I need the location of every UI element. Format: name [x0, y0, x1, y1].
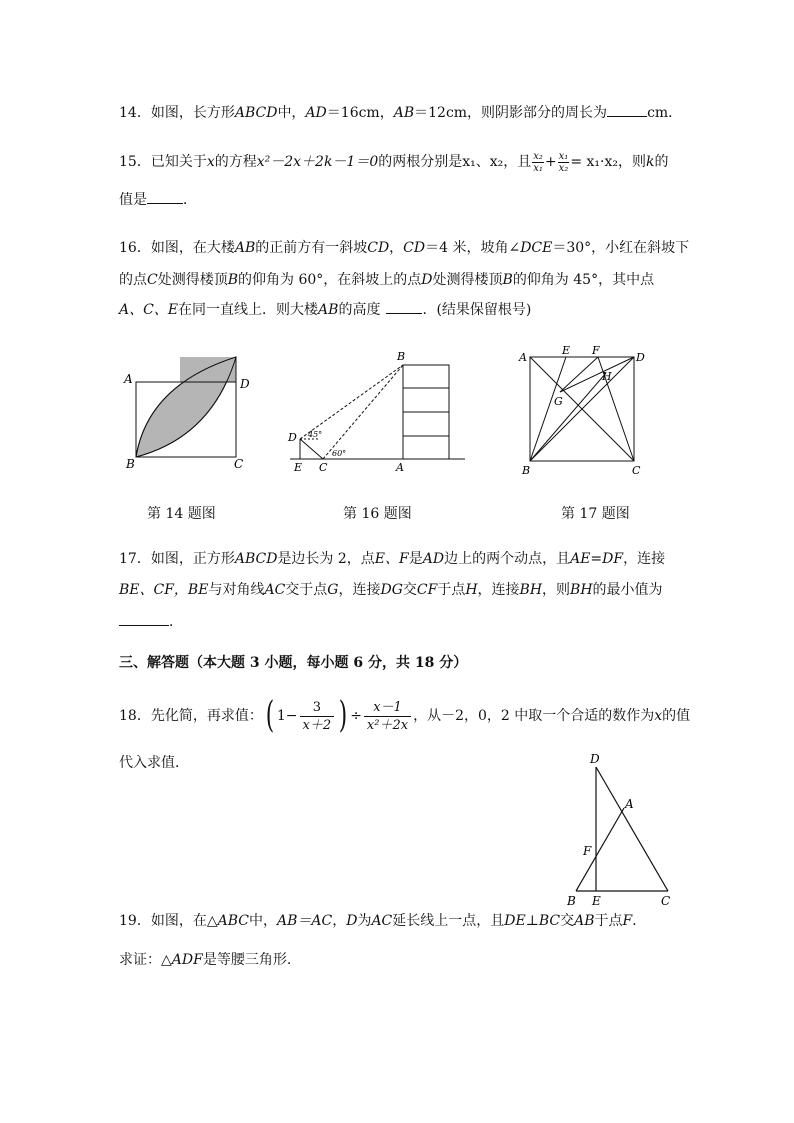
q16-text-line1: 16．如图，在大楼AB的正前方有一斜坡CD，CD＝4 米，坡角∠DCE＝30°，小红在斜坡下: [119, 240, 690, 256]
fig16-sight-d: [300, 365, 403, 439]
answer-blank-15[interactable]: [147, 203, 183, 204]
fig17-label-E: E: [562, 345, 571, 357]
q16-text-line2: 的点C处测得楼顶B的仰角为 60°，在斜坡上的点D处测得楼顶B的仰角为 45°，其中点: [119, 272, 655, 288]
figure-14: [120, 350, 250, 475]
fig16-label-A: A: [396, 461, 404, 474]
fraction-x1-over-x2: $\frac{\text{x₁}}{\text{x₂}}$: [558, 150, 569, 174]
q16-text-line3: A、C、E在同一直线上．则大楼AB的高度 ．(结果保留根号): [119, 302, 532, 318]
fig17-line-BH: [530, 373, 606, 461]
caption-fig16: 第 16 题图: [343, 506, 412, 522]
caption-fig14: 第 14 题图: [147, 506, 216, 522]
fig16-angle60: 60°: [332, 449, 347, 458]
q19-text-line2: 求证：△ADF是等腰三角形.: [119, 952, 292, 968]
fig17-label-G: G: [554, 395, 563, 408]
caption-fig17: 第 17 题图: [561, 506, 630, 522]
fig14-label-D: D: [240, 377, 250, 391]
answer-blank-14[interactable]: [607, 116, 647, 117]
fig16-angle45: 45°: [308, 430, 323, 439]
fig19-label-E: E: [592, 894, 601, 908]
fig16-label-B: B: [397, 350, 406, 363]
fig17-label-B: B: [522, 464, 531, 477]
fig19-label-F: F: [583, 844, 592, 858]
fig16-label-E: E: [294, 461, 303, 474]
figure-19: [562, 748, 682, 910]
q14-text: 14．如图，长方形ABCD中，AD＝16cm，AB＝12cm，则阴影部分的周长为 cm．: [119, 105, 683, 121]
fig19-label-B: B: [567, 894, 576, 908]
figure-16: [280, 345, 475, 475]
fig17-label-C: C: [632, 464, 641, 477]
section3-title: 三、解答题（本大题 3 小题，每小题 6 分，共 18 分）: [119, 655, 468, 671]
q17-text-line2: BE、CF，BE与对角线AC交于点G，连接DG交CF于点H，连接BH，则BH的最小值为: [119, 582, 663, 598]
fig17-label-A: A: [519, 351, 527, 364]
q18-text-line1: 18．先化简，再求值：( 1− $\frac{3}{x+2}$ ) ÷ $\frac{x-1}{\text{x²＋2x}}$ ，从－2，0，2 中取一个合适的数作为x的值: [119, 695, 691, 736]
fraction-x-minus-1-over-x2-plus-2x: $\frac{x-1}{\text{x²＋2x}}$: [364, 699, 411, 734]
q15-text-line1: 15．已知关于x的方程x²－2x＋2k－1＝0的两根分别是x₁、x₂，且 $\frac{\text{x₂}}{\text{x₁}}$ + $\frac{\text{x₁}}{\text{x₂}}$ = x₁·x₂，则k的: [119, 150, 669, 174]
fraction-3-over-x-plus-2: $\frac{3}{x+2}$: [300, 699, 335, 734]
answer-blank-17[interactable]: [119, 625, 169, 626]
q19-text-line1: 19．如图，在△ABC中，AB＝AC，D为AC延长线上一点，且DE⊥BC交AB于点F．: [119, 913, 647, 929]
right-paren: ): [338, 695, 348, 736]
fig17-line-GF: [560, 357, 598, 392]
fig14-label-A: A: [124, 372, 133, 386]
fig14-label-B: B: [126, 457, 135, 471]
fig16-sight-c: [323, 365, 403, 459]
fig16-slope: [300, 439, 323, 459]
fig17-label-F: F: [592, 345, 600, 357]
fig19-label-C: C: [661, 894, 671, 908]
fig14-label-C: C: [234, 457, 244, 471]
fig16-label-C: C: [319, 461, 328, 474]
fraction-x2-over-x1: $\frac{\text{x₂}}{\text{x₁}}$: [533, 150, 543, 174]
fig17-line-DG: [560, 357, 634, 392]
fig17-label-D: D: [636, 351, 645, 364]
fig17-line-BE: [530, 357, 566, 461]
figure-17: [514, 345, 654, 480]
answer-blank-16[interactable]: [386, 313, 422, 314]
fig17-label-H: H: [602, 370, 612, 383]
q17-text-line1: 17．如图，正方形ABCD是边长为 2，点E、F是AD边上的两个动点，且AE=DF，连接: [119, 551, 666, 567]
q18-text-line2: 代入求值．: [119, 755, 189, 771]
q15-text-line2: 值是 ．: [119, 192, 197, 208]
fig19-label-D: D: [590, 752, 600, 766]
q17-text-line3: ．: [119, 612, 183, 632]
left-paren: (: [265, 695, 275, 736]
fig19-label-A: A: [625, 797, 634, 811]
fig16-label-D: D: [288, 431, 297, 444]
fig19-line-DC: [596, 767, 668, 891]
